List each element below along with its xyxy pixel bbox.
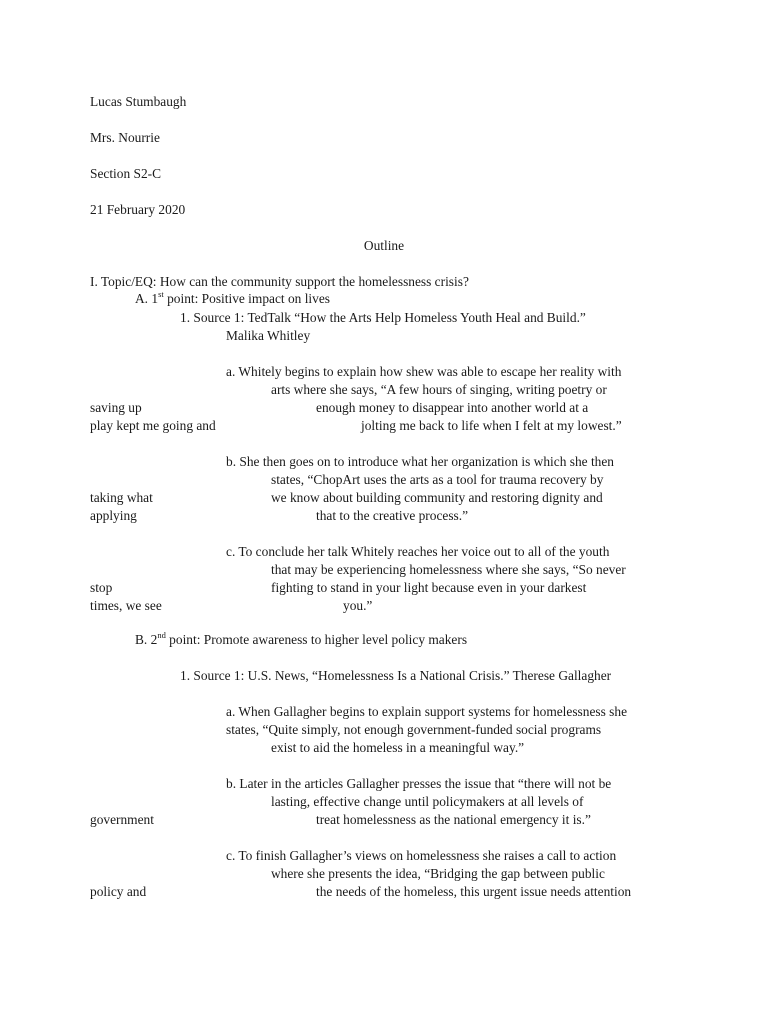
point-b-item-a-line: states, “Quite simply, not enough government-funded social programs — [226, 722, 602, 737]
point-a-item-b-line: applying — [90, 508, 137, 523]
point-a-item-a-line: play kept me going and — [90, 418, 216, 433]
point-b-item-c-line: the needs of the homeless, this urgent issue needs attention — [316, 884, 632, 899]
point-b-item-c-line: where she presents the idea, “Bridging the gap between public — [271, 866, 605, 881]
point-b-item-b-line: b. Later in the articles Gallagher presses the issue that “there will not be — [226, 776, 612, 791]
point-a-item-c-line: c. To conclude her talk Whitely reaches her voice out to all of the youth — [226, 544, 610, 559]
point-b-item-c-line: policy and — [90, 884, 147, 899]
point-a-source-author: Malika Whitley — [226, 328, 311, 343]
point-a-item-c-line: fighting to stand in your light because even in your darkest — [271, 580, 587, 595]
point-b-item-a-line: exist to aid the homeless in a meaningful way.” — [271, 740, 525, 755]
document-date: 21 February 2020 — [90, 202, 186, 217]
point-b-item-c-line: c. To finish Gallagher’s views on homelessness she raises a call to action — [226, 848, 617, 863]
point-a-item-c-line: times, we see — [90, 598, 162, 613]
point-a-item-c-line: you.” — [343, 598, 373, 613]
author-name: Lucas Stumbaugh — [90, 94, 187, 109]
topic-question: I. Topic/EQ: How can the community support the homelessness crisis? — [90, 274, 469, 289]
point-b-item-b-line: treat homelessness as the national emergency it is.” — [316, 812, 591, 827]
point-a-item-b-line: states, “ChopArt uses the arts as a tool for trauma recovery by — [271, 472, 604, 487]
point-a-item-b-line: taking what — [90, 490, 153, 505]
point-a-item-a-line: enough money to disappear into another world at a — [316, 400, 589, 415]
point-a-item-c-line: that may be experiencing homelessness where she says, “So never — [271, 562, 626, 577]
point-a-heading: A. 1st point: Positive impact on lives — [135, 288, 330, 306]
point-b-item-a-line: a. When Gallagher begins to explain support systems for homelessness she — [226, 704, 628, 719]
teacher-name: Mrs. Nourrie — [90, 130, 160, 145]
point-b-heading: B. 2nd point: Promote awareness to higher level policy makers — [135, 629, 468, 647]
point-a-item-b-line: that to the creative process.” — [316, 508, 469, 523]
page-title: Outline — [363, 238, 405, 253]
point-b-item-b-line: lasting, effective change until policymakers at all levels of — [271, 794, 584, 809]
point-b-source: 1. Source 1: U.S. News, “Homelessness Is a National Crisis.” Therese Gallagher — [180, 668, 612, 683]
point-b-item-b-line: government — [90, 812, 154, 827]
point-a-item-c-line: stop — [90, 580, 113, 595]
point-a-item-a-line: saving up — [90, 400, 142, 415]
point-a-source: 1. Source 1: TedTalk “How the Arts Help Homeless Youth Heal and Build.” — [180, 310, 586, 325]
point-a-item-b-line: we know about building community and restoring dignity and — [271, 490, 603, 505]
point-a-item-a-line: jolting me back to life when I felt at my lowest.” — [361, 418, 622, 433]
point-a-item-a-line: arts where she says, “A few hours of singing, writing poetry or — [271, 382, 607, 397]
point-a-item-a-line: a. Whitely begins to explain how shew was able to escape her reality with — [226, 364, 622, 379]
point-a-item-b-line: b. She then goes on to introduce what her organization is which she then — [226, 454, 614, 469]
class-section: Section S2-C — [90, 166, 162, 181]
